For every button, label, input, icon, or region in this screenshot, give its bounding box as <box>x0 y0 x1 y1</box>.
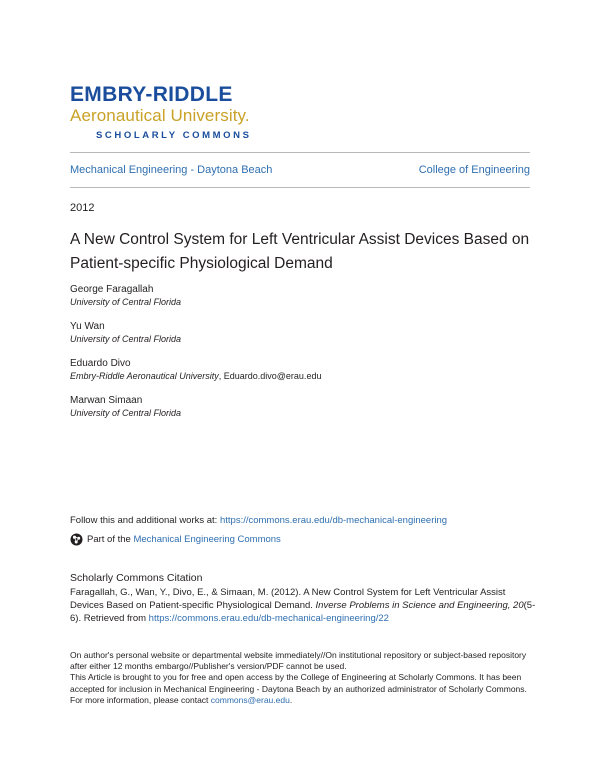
citation-url-link[interactable]: https://commons.erau.edu/db-mechanical-engineering/22 <box>148 613 389 624</box>
author-affiliation: University of Central Florida <box>70 408 182 418</box>
series-link-mechanical-engineering[interactable]: Mechanical Engineering - Daytona Beach <box>70 164 273 176</box>
notice-line-2-text: This Article is brought to you for free and open access by the College of Engineering at Scholarly Commons. It has been accepted for inclusion in Mechanical Engineering - Daytona Beach by an authorized administrator of Scholarly Commons. For more information, please contact <box>70 672 527 705</box>
author-entry <box>70 320 540 345</box>
citation-body <box>70 586 540 625</box>
logo-sub-text: Aeronautical University. <box>70 106 250 125</box>
author-name: George Faragallah <box>70 284 154 295</box>
author-name: Yu Wan <box>70 321 105 332</box>
part-of-line <box>70 533 281 546</box>
publication-year: 2012 <box>70 202 95 214</box>
notice-line-2 <box>70 672 540 706</box>
citation-text-before: Faragallah, G., Wan, Y., Divo, E., & Simaan, M. (2012). A New Control System for Left Ventricular Assist Devices Based on Patient-specific Physiological Demand. <box>70 587 506 611</box>
erau-logo[interactable] <box>70 84 290 142</box>
top-rule <box>70 152 530 153</box>
author-name: Eduardo Divo <box>70 358 131 369</box>
contact-email-link[interactable]: commons@erau.edu <box>210 694 290 705</box>
bottom-rule <box>70 187 530 188</box>
author-entry <box>70 283 540 308</box>
follow-line <box>70 514 447 527</box>
author-email: Eduardo.divo@erau.edu <box>223 371 322 381</box>
citation-heading: Scholarly Commons Citation <box>70 572 203 584</box>
author-affiliation-text: Embry-Riddle Aeronautical University <box>70 371 219 381</box>
author-affiliation: Embry-Riddle Aeronautical University, Eduardo.divo@erau.edu <box>70 371 322 381</box>
follow-text: Follow this and additional works at: <box>70 515 220 526</box>
citation-text-after: (5-6). Retrieved from <box>70 600 536 624</box>
author-entry <box>70 394 540 419</box>
series-link-college-of-engineering[interactable]: College of Engineering <box>418 164 530 176</box>
logo-main-text: EMBRY-RIDDLE <box>70 83 233 106</box>
notice-line-2-end: . <box>289 694 293 705</box>
citation-journal: Inverse Problems in Science and Engineering, 20 <box>315 600 524 611</box>
part-of-prefix: Part of the <box>87 534 131 545</box>
logo-commons-text: SCHOLARLY COMMONS <box>96 130 252 141</box>
author-entry <box>70 357 540 382</box>
author-affiliation: University of Central Florida <box>70 334 182 344</box>
mechanical-engineering-commons-link[interactable]: Mechanical Engineering Commons <box>133 534 281 545</box>
author-name: Marwan Simaan <box>70 395 143 406</box>
follow-url-link[interactable]: https://commons.erau.edu/db-mechanical-engineering <box>219 515 448 526</box>
author-affiliation: University of Central Florida <box>70 297 182 307</box>
network-commons-icon <box>70 533 83 546</box>
notice-line-1: On author's personal website or departmental website immediately//On institutional repository or subject-based repository after either 12 months embargo//Publisher's version/PDF cannot be used. <box>70 650 527 672</box>
access-notice <box>70 650 540 706</box>
article-title: A New Control System for Left Ventricular Assist Devices Based on Patient-specific Physiological Demand <box>70 231 530 272</box>
